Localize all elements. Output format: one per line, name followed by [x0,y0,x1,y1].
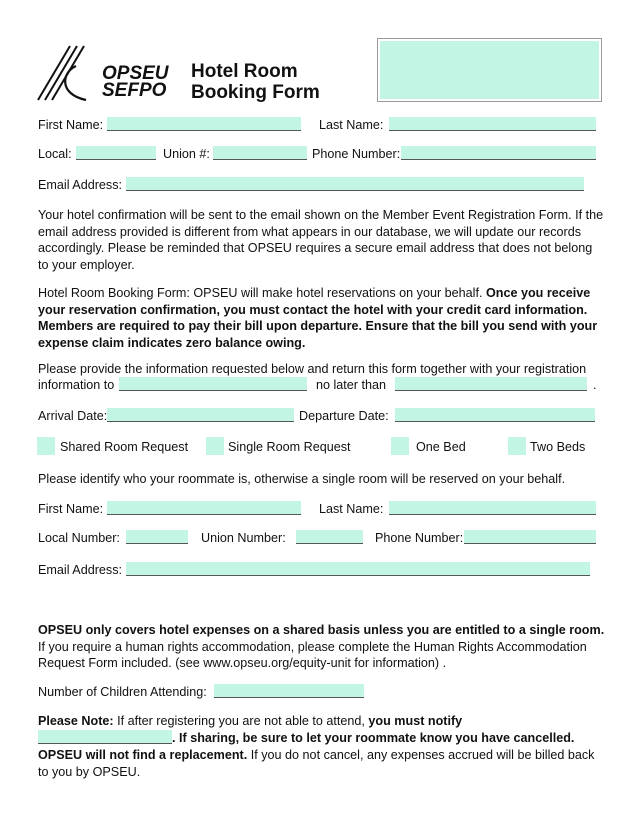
first-name-field[interactable] [107,117,301,131]
office-use-box[interactable] [377,38,602,102]
phone-label: Phone Number: [312,147,401,161]
booking-text-normal: Hotel Room Booking Form: OPSEU will make hotel reservations on your behalf. [38,286,486,300]
note-sharing-text: . If sharing, be sure to let your roommate know you have cancelled. OPSEU will not find a replacement. [38,731,575,762]
form-title-line1: Hotel Room [191,61,298,82]
information-to-label: information to [38,378,115,392]
arrival-date-label: Arrival Date: [38,409,108,423]
expenses-text-bold: OPSEU only covers hotel expenses on a shared basis unless you are entitled to a single room. [38,623,605,637]
shared-room-label: Shared Room Request [60,440,189,454]
roommate-union-label: Union Number: [201,531,286,545]
two-beds-checkbox[interactable] [508,437,526,455]
roommate-phone-field[interactable] [464,530,596,544]
first-name-label: First Name: [38,118,104,132]
children-field[interactable] [214,684,364,698]
email-field[interactable] [126,177,584,191]
roommate-first-name-field[interactable] [107,501,301,515]
union-field[interactable] [213,146,307,160]
return-to-field[interactable] [119,377,307,391]
one-bed-checkbox[interactable] [391,437,409,455]
last-name-label: Last Name: [319,118,384,132]
departure-date-field[interactable] [395,408,595,422]
roommate-union-field[interactable] [296,530,363,544]
period: . [593,378,597,392]
no-later-than-label: no later than [316,378,387,392]
roommate-local-field[interactable] [126,530,188,544]
roommate-last-name-label: Last Name: [319,502,384,516]
booking-text-bold: Once you receive your reservation confirmation, you must contact the hotel with your credit card information. Members are required to pay their bill upon departure. Ensure that the bill you send with your expense claim indicates zero balance owing. [38,286,598,350]
phone-field[interactable] [401,146,596,160]
logo-text-opseu: OPSEU [102,63,169,84]
expenses-paragraph [38,622,606,672]
single-room-label: Single Room Request [228,440,351,454]
last-name-field[interactable] [389,117,596,131]
intro-paragraph: Your hotel confirmation will be sent to the email shown on the Member Event Registration Form. If the email address provided is different from what appears in our database, we will update our records accordingly. Please be reminded that OPSEU requires a secure email address that does not belong to your employer. [38,208,604,272]
roommate-local-label: Local Number: [38,531,120,545]
local-field[interactable] [76,146,156,160]
note-text-1: If after registering you are not able to attend, [113,714,369,728]
expenses-text-normal: If you require a human rights accommodation, please complete the Human Rights Accommodation Request Form included. (see www.opseu.org/equity-unit for information) . [38,639,587,670]
arrival-date-field[interactable] [107,408,294,422]
roommate-first-name-label: First Name: [38,502,104,516]
roommate-phone-label: Phone Number: [375,531,464,545]
note-must-notify: you must notify [368,714,463,728]
form-title-line2: Booking Form [191,82,320,103]
deadline-field[interactable] [395,377,587,391]
children-label: Number of Children Attending: [38,685,207,699]
two-beds-label: Two Beds [530,440,586,454]
shared-room-checkbox[interactable] [37,437,55,455]
roommate-email-field[interactable] [126,562,590,576]
roommate-last-name-field[interactable] [389,501,596,515]
union-label: Union #: [163,147,210,161]
logo-text-sefpo: SEFPO [102,80,167,101]
note-label: Please Note: [38,714,114,728]
local-label: Local: [38,147,72,161]
note-paragraph [38,713,606,781]
roommate-email-label: Email Address: [38,563,122,577]
notify-contact-field[interactable] [38,730,172,744]
one-bed-label: One Bed [416,440,466,454]
single-room-checkbox[interactable] [206,437,224,455]
booking-paragraph [38,285,606,351]
opseu-logo-stripes-icon [36,44,88,102]
return-info-line1: Please provide the information requested below and return this form together with your registration [38,362,587,376]
email-label: Email Address: [38,178,122,192]
note-text-2: If you do not cancel, any expenses accrued will be billed back to you by OPSEU. [38,748,595,779]
departure-date-label: Departure Date: [299,409,389,423]
roommate-intro: Please identify who your roommate is, otherwise a single room will be reserved on your behalf. [38,472,566,486]
